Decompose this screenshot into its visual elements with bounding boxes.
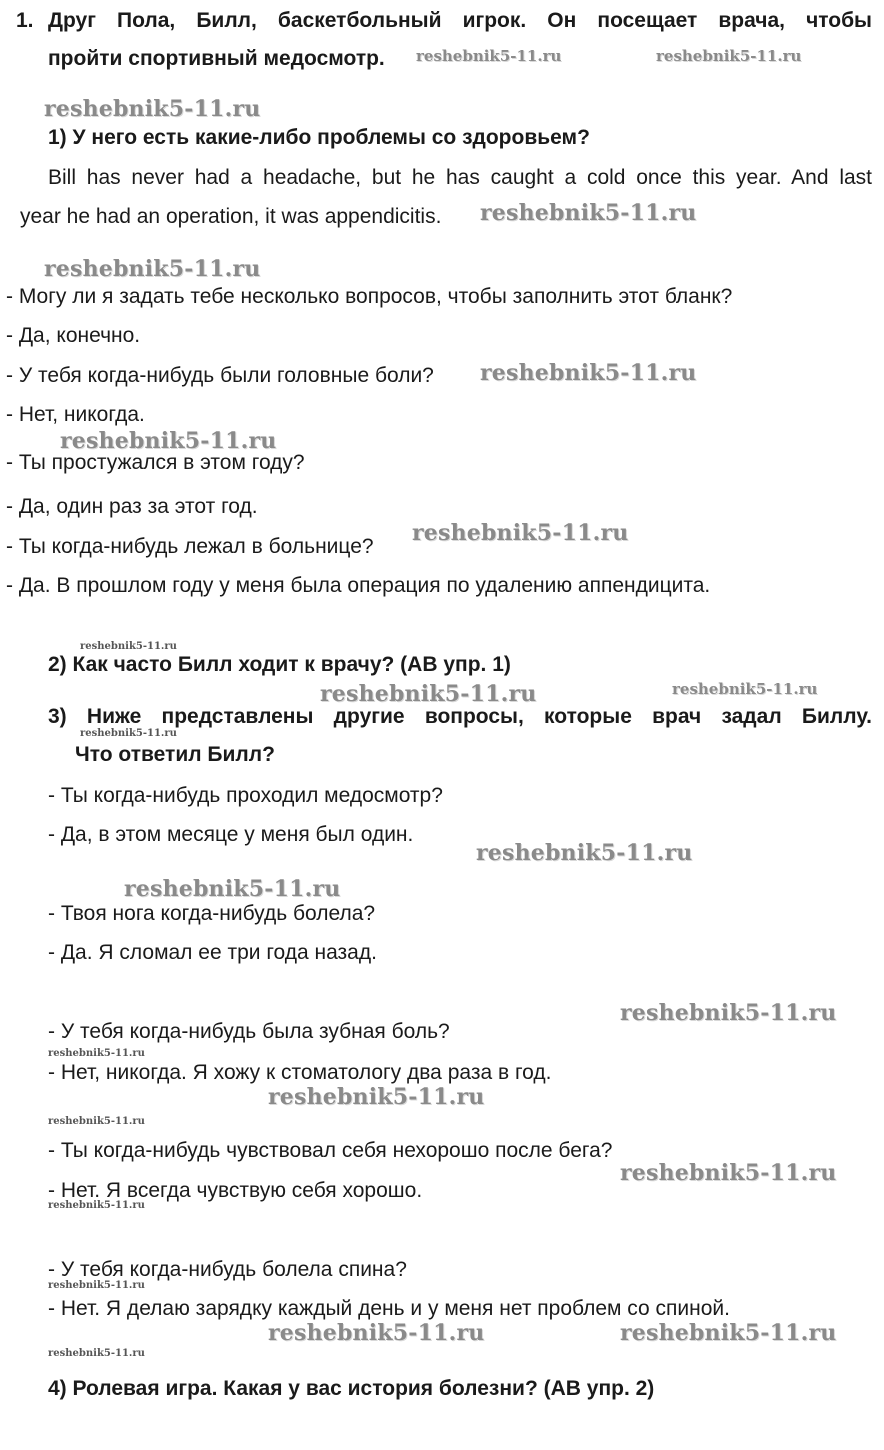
dialogue1-line: - Нет, никогда. <box>6 403 145 426</box>
watermark: reshebnik5-11.ru <box>480 360 697 386</box>
task-heading-line2: пройти спортивный медосмотр. <box>48 47 385 70</box>
watermark: reshebnik5-11.ru <box>620 1160 837 1186</box>
watermark: reshebnik5-11.ru <box>416 47 562 65</box>
dialogue2-line: - У тебя когда-нибудь была зубная боль? <box>48 1020 450 1043</box>
watermark: reshebnik5-11.ru <box>48 1116 145 1127</box>
task-number: 1. <box>16 9 34 32</box>
watermark: reshebnik5-11.ru <box>48 1280 145 1291</box>
dialogue1-line: - У тебя когда-нибудь были головные боли? <box>6 364 434 387</box>
dialogue2-line: - Нет. Я делаю зарядку каждый день и у меня нет проблем со спиной. <box>48 1297 730 1320</box>
q1-answer-line1: Bill has never had a headache, but he has caught a cold once this year. And last <box>48 166 872 189</box>
dialogue1-line: - Да. В прошлом году у меня была операция по удалению аппендицита. <box>6 574 711 597</box>
dialogue2-line: - Да, в этом месяце у меня был один. <box>48 823 414 846</box>
dialogue2-line: - Нет, никогда. Я хожу к стоматологу два раза в год. <box>48 1061 552 1084</box>
q2-title: 2) Как часто Билл ходит к врачу? (АВ упр. 1) <box>48 653 511 676</box>
q4-title: 4) Ролевая игра. Какая у вас история болезни? (АВ упр. 2) <box>48 1377 655 1400</box>
q3-title-line2: Что ответил Билл? <box>75 743 275 766</box>
watermark: reshebnik5-11.ru <box>620 1000 837 1026</box>
watermark: reshebnik5-11.ru <box>48 1348 145 1359</box>
watermark: reshebnik5-11.ru <box>656 47 802 65</box>
watermark: reshebnik5-11.ru <box>80 641 177 652</box>
dialogue2-line: - Твоя нога когда-нибудь болела? <box>48 902 376 925</box>
q1-answer-line2: year he had an operation, it was appendicitis. <box>20 205 442 228</box>
dialogue2-line: - Да. Я сломал ее три года назад. <box>48 941 377 964</box>
watermark: reshebnik5-11.ru <box>44 256 261 282</box>
dialogue2-line: - Нет. Я всегда чувствую себя хорошо. <box>48 1179 423 1202</box>
dialogue2-line: - Ты когда-нибудь чувствовал себя нехорошо после бега? <box>48 1139 613 1162</box>
watermark: reshebnik5-11.ru <box>44 96 261 122</box>
watermark: reshebnik5-11.ru <box>620 1320 837 1346</box>
dialogue1-line: - Ты когда-нибудь лежал в больнице? <box>6 535 374 558</box>
dialogue1-line: - Могу ли я задать тебе несколько вопросов, чтобы заполнить этот бланк? <box>6 285 733 308</box>
q3-title-line1: 3) Ниже представлены другие вопросы, которые врач задал Биллу. <box>48 705 872 728</box>
dialogue2-line: - Ты когда-нибудь проходил медосмотр? <box>48 784 443 807</box>
q1-title: 1) У него есть какие-либо проблемы со здоровьем? <box>48 126 590 149</box>
watermark: reshebnik5-11.ru <box>60 428 277 454</box>
watermark: reshebnik5-11.ru <box>268 1320 485 1346</box>
watermark: reshebnik5-11.ru <box>268 1084 485 1110</box>
watermark: reshebnik5-11.ru <box>672 680 818 698</box>
watermark: reshebnik5-11.ru <box>480 200 697 226</box>
watermark: reshebnik5-11.ru <box>124 876 341 902</box>
dialogue1-line: - Ты простужался в этом году? <box>6 451 305 474</box>
watermark: reshebnik5-11.ru <box>48 1048 145 1059</box>
dialogue2-line: - У тебя когда-нибудь болела спина? <box>48 1258 407 1281</box>
watermark: reshebnik5-11.ru <box>80 728 177 739</box>
watermark: reshebnik5-11.ru <box>48 1200 145 1211</box>
watermark: reshebnik5-11.ru <box>412 520 629 546</box>
dialogue1-line: - Да, конечно. <box>6 324 141 347</box>
watermark: reshebnik5-11.ru <box>320 681 537 707</box>
task-heading-line1: Друг Пола, Билл, баскетбольный игрок. Он посещает врача, чтобы <box>48 9 872 32</box>
dialogue1-line: - Да, один раз за этот год. <box>6 495 258 518</box>
watermark: reshebnik5-11.ru <box>476 840 693 866</box>
